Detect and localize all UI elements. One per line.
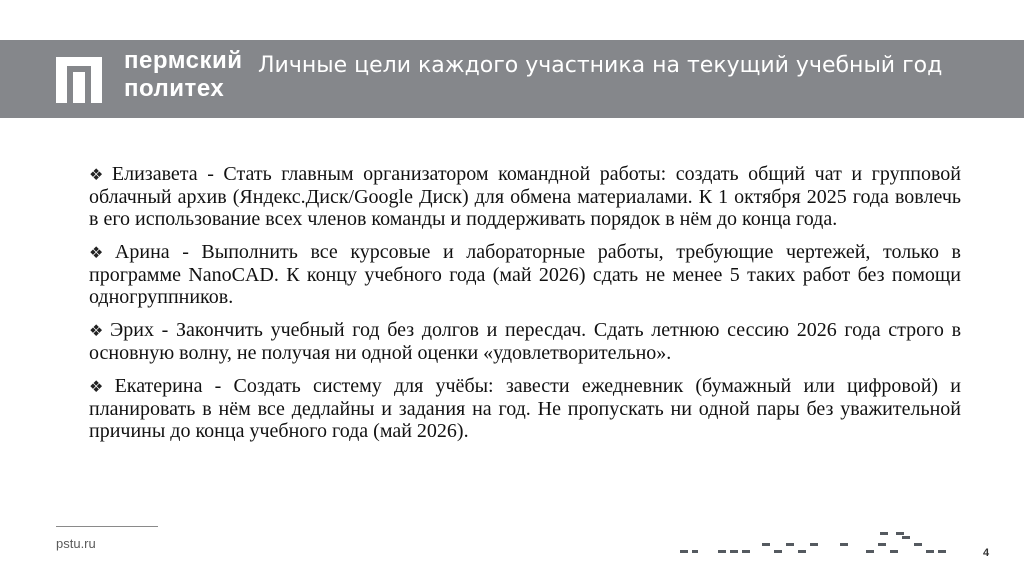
footer-url: pstu.ru (56, 536, 96, 551)
diamond-bullet-icon: ❖ (89, 377, 111, 396)
page-number: 4 (983, 547, 990, 559)
pstu-logo-icon (56, 57, 102, 103)
slide-title: Личные цели каждого участника на текущий учебный год (258, 53, 943, 78)
goal-item (89, 375, 961, 442)
logo-line-2: политех (124, 75, 225, 102)
diamond-bullet-icon: ❖ (89, 321, 107, 340)
footer-divider (56, 526, 158, 527)
goal-text: Арина - Выполнить все курсовые и лабораторные работы, требующие чертежей, только в программе NanoCAD. К концу учебного года (май 2026) сдать не менее 5 таких работ без помощи одногруппников. (89, 241, 962, 308)
goal-text: Екатерина - Создать систему для учёбы: завести ежедневник (бумажный или цифровой) и планировать в нём все дедлайны и задания на год. Не пропускать ни одной пары без уважительной причины до конца учебного года (май 2026). (89, 375, 962, 442)
header-bar (0, 40, 1024, 118)
goal-item (89, 319, 961, 364)
goal-item (89, 241, 961, 308)
goal-text: Елизавета - Стать главным организатором командной работы: создать общий чат и групповой облачный архив (Яндекс.Диск/Google Диск) для обмена материалами. К 1 октября 2025 года вовлечь в его использование всех членов команды и поддерживать порядок в нём до конца года. (89, 163, 961, 230)
diamond-bullet-icon: ❖ (89, 243, 111, 262)
goal-item (89, 163, 961, 230)
goals-list (89, 163, 961, 453)
diamond-bullet-icon: ❖ (89, 165, 108, 184)
decorative-dashes-icon (670, 530, 970, 560)
goal-text: Эрих - Закончить учебный год без долгов и пересдач. Сдать летнюю сессию 2026 года строго в основную волну, не получая ни одной оценки «удовлетворительно». (89, 319, 962, 364)
logo-line-1: пермский (124, 47, 243, 74)
logo-text (124, 47, 243, 103)
